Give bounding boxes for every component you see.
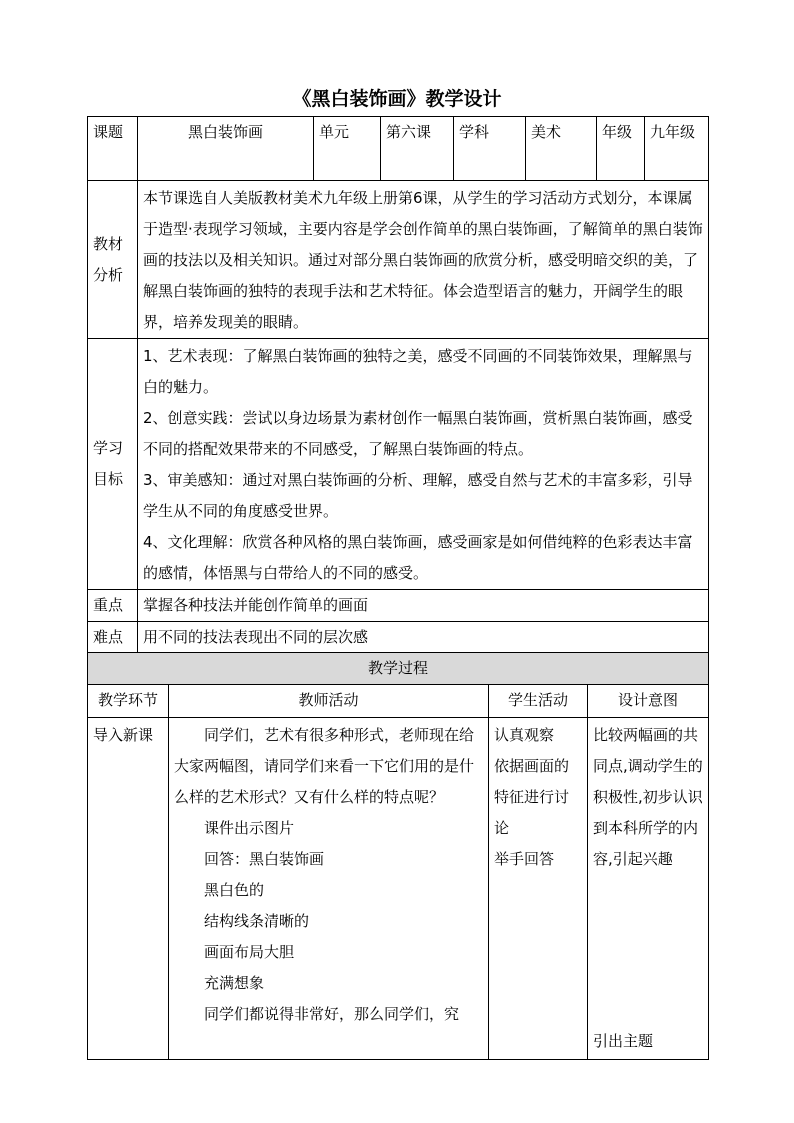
teacher-last: 同学们都说得非常好，那么同学们，究: [204, 1005, 460, 1023]
teacher-activity: [169, 718, 489, 1060]
key-point-text: 掌握各种技法并能创作简单的画面: [138, 590, 709, 622]
objective-item: 3、审美感知：通过对黑白装饰画的分析、理解，感受自然与艺术的丰富多彩，引导学生从不同的角度感受世界。: [143, 471, 693, 520]
grade-value: 九年级: [645, 117, 709, 181]
student-line: 举手回答: [494, 850, 555, 868]
teacher-line: 画面布局大胆: [204, 943, 295, 961]
teacher-intro: 同学们，艺术有很多种形式，老师现在给大家两幅图，请同学们来看一下它们用的是什么样的艺术形式？又有什么样的特点呢？: [174, 726, 475, 806]
teacher-line: 黑白色的: [204, 881, 265, 899]
stage-cell: 导入新课: [88, 718, 169, 1060]
student-line: 依据画面的特征进行讨论: [494, 757, 570, 837]
student-line: 认真观察: [494, 726, 555, 744]
teacher-line: 结构线条清晰的: [204, 912, 310, 930]
header-intent: 设计意图: [588, 685, 709, 718]
teacher-line: 回答：黑白装饰画: [204, 850, 325, 868]
objectives-list: [138, 339, 709, 590]
topic-value: 黑白装饰画: [138, 117, 314, 181]
teacher-line: 课件出示图片: [204, 819, 295, 837]
header-student: 学生活动: [489, 685, 588, 718]
label-difficulty: 难点: [88, 622, 138, 654]
student-activity: [489, 718, 588, 1060]
design-intent: [588, 718, 709, 1060]
label-key-point: 重点: [88, 590, 138, 622]
subject-value: 美术: [526, 117, 597, 181]
process-heading: 教学过程: [88, 653, 709, 685]
label-unit: 单元: [314, 117, 381, 181]
label-grade: 年级: [597, 117, 645, 181]
objective-item: 2、创意实践：尝试以身边场景为素材创作一幅黑白装饰画，赏析黑白装饰画，感受不同的搭配效果带来的不同感受，了解黑白装饰画的特点。: [143, 409, 693, 458]
intent-text: 比较两幅画的共同点,调动学生的积极性,初步认识到本科所学的内容,引起兴趣: [593, 726, 703, 868]
objective-item: 1、艺术表现：了解黑白装饰画的独特之美，感受不同画的不同装饰效果，理解黑与白的魅力。: [143, 347, 693, 396]
label-objectives: 学习目标: [88, 339, 138, 590]
label-analysis: 教材分析: [88, 181, 138, 339]
teaching-process-table: [87, 652, 709, 1060]
page-title: 《黑白装饰画》教学设计: [292, 88, 502, 110]
label-subject: 学科: [454, 117, 526, 181]
unit-value: 第六课: [381, 117, 454, 181]
header-stage: 教学环节: [88, 685, 169, 718]
analysis-text: 本节课选自人美版教材美术九年级上册第6课，从学生的学习活动方式划分，本课属于造型·表现学习领域，主要内容是学会创作简单的黑白装饰画，了解简单的黑白装饰画的技法以及相关知识。通过对部分黑白装饰画的欣赏分析，感受明暗交织的美，了解黑白装饰画的独特的表现手法和艺术特征。体会造型语言的魅力，开阔学生的眼界，培养发现美的眼睛。: [138, 181, 709, 339]
difficulty-text: 用不同的技法表现出不同的层次感: [138, 622, 709, 654]
lesson-info-table: [87, 116, 709, 654]
objective-item: 4、文化理解：欣赏各种风格的黑白装饰画，感受画家是如何借纯粹的色彩表达丰富的感情，体悟黑与白带给人的不同的感受。: [143, 533, 693, 582]
intent-last: 引出主题: [593, 1032, 654, 1050]
teacher-line: 充满想象: [204, 974, 265, 992]
header-teacher: 教师活动: [169, 685, 489, 718]
label-topic: 课题: [88, 117, 138, 181]
